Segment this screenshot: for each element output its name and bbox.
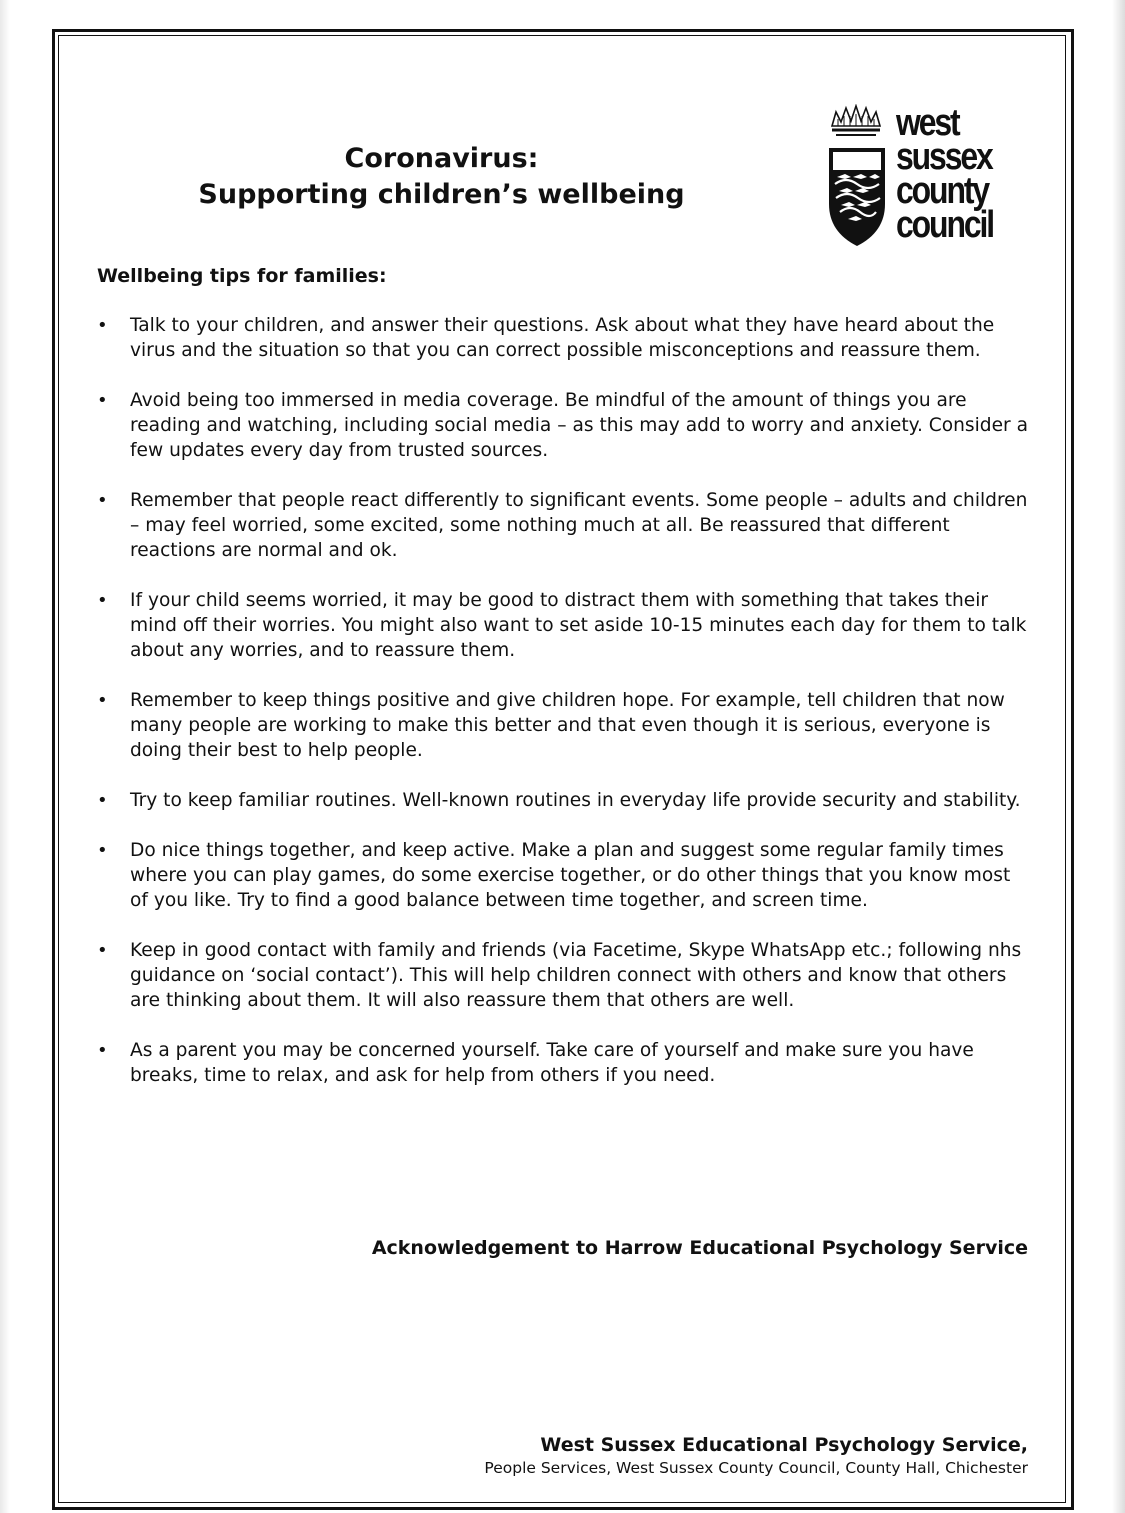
list-item: [97, 388, 1032, 463]
list-item: [97, 1038, 1032, 1088]
tips-list: [97, 313, 1032, 1113]
tip-text: Do nice things together, and keep active. Make a plan and suggest some regular family times where you can play games, do some exercise together, or do other things that you know most of you like. Try to find a good balance between time together, and screen time.: [130, 840, 1011, 911]
bullet-icon: •: [97, 690, 108, 711]
document-title-line-2: Supporting children’s wellbeing: [198, 179, 685, 210]
logo-word: county: [896, 170, 989, 212]
tip-text: As a parent you may be concerned yourself. Take care of yourself and make sure you have breaks, time to relax, and ask for help from others if you need.: [130, 1040, 974, 1086]
footer-organisation: West Sussex Educational Psychology Service,: [540, 1434, 1028, 1456]
tip-text: If your child seems worried, it may be good to distract them with something that takes their mind off their worries. You might also want to set aside 10-15 minutes each day for them to talk about any worries, and to reassure them.: [130, 590, 1027, 661]
tip-text: Remember to keep things positive and give children hope. For example, tell children that now many people are working to make this better and that even though it is serious, everyone is doing their best to help people.: [130, 690, 1005, 761]
bullet-icon: •: [97, 390, 108, 411]
tips-heading: Wellbeing tips for families:: [97, 265, 387, 287]
tip-text: Talk to your children, and answer their questions. Ask about what they have heard about the virus and the situation so that you can correct possible misconceptions and reassure them.: [130, 315, 995, 361]
council-wordmark: [896, 102, 994, 246]
logo-word: council: [896, 204, 994, 246]
tip-text: Try to keep familiar routines. Well-known routines in everyday life provide security and stability.: [130, 790, 1021, 811]
footer-address: People Services, West Sussex County Council, County Hall, Chichester: [484, 1459, 1028, 1477]
list-item: [97, 313, 1032, 363]
tip-text: Avoid being too immersed in media coverage. Be mindful of the amount of things you are reading and watching, including social media – as this may add to worry and anxiety. Consider a few updates every day from trusted sources.: [130, 390, 1028, 461]
bullet-icon: •: [97, 840, 108, 861]
bullet-icon: •: [97, 590, 108, 611]
list-item: [97, 688, 1032, 763]
tip-text: Remember that people react differently to significant events. Some people – adults and children – may feel worried, some excited, some nothing much at all. Be reassured that different reactions are normal and ok.: [130, 490, 1028, 561]
page-edge-shadow-right: [1112, 0, 1125, 1513]
bullet-icon: •: [97, 490, 108, 511]
bullet-icon: •: [97, 940, 108, 961]
logo-word: sussex: [896, 136, 992, 178]
tip-text: Keep in good contact with family and friends (via Facetime, Skype WhatsApp etc.; following nhs guidance on ‘social contact’). This will help children connect with others and know that others are thinking about them. It will also reassure them that others are well.: [130, 940, 1022, 1011]
list-item: [97, 588, 1032, 663]
document-title-line-1: Coronavirus:: [344, 143, 539, 174]
list-item: [97, 938, 1032, 1013]
acknowledgement: Acknowledgement to Harrow Educational Psychology Service: [371, 1237, 1028, 1259]
bullet-icon: •: [97, 315, 108, 336]
list-item: [97, 838, 1032, 913]
bullet-icon: •: [97, 1040, 108, 1061]
list-item: [97, 788, 1032, 813]
page-edge-shadow-left: [0, 0, 10, 1513]
logo-word: west: [896, 102, 959, 144]
list-item: [97, 488, 1032, 563]
bullet-icon: •: [97, 790, 108, 811]
